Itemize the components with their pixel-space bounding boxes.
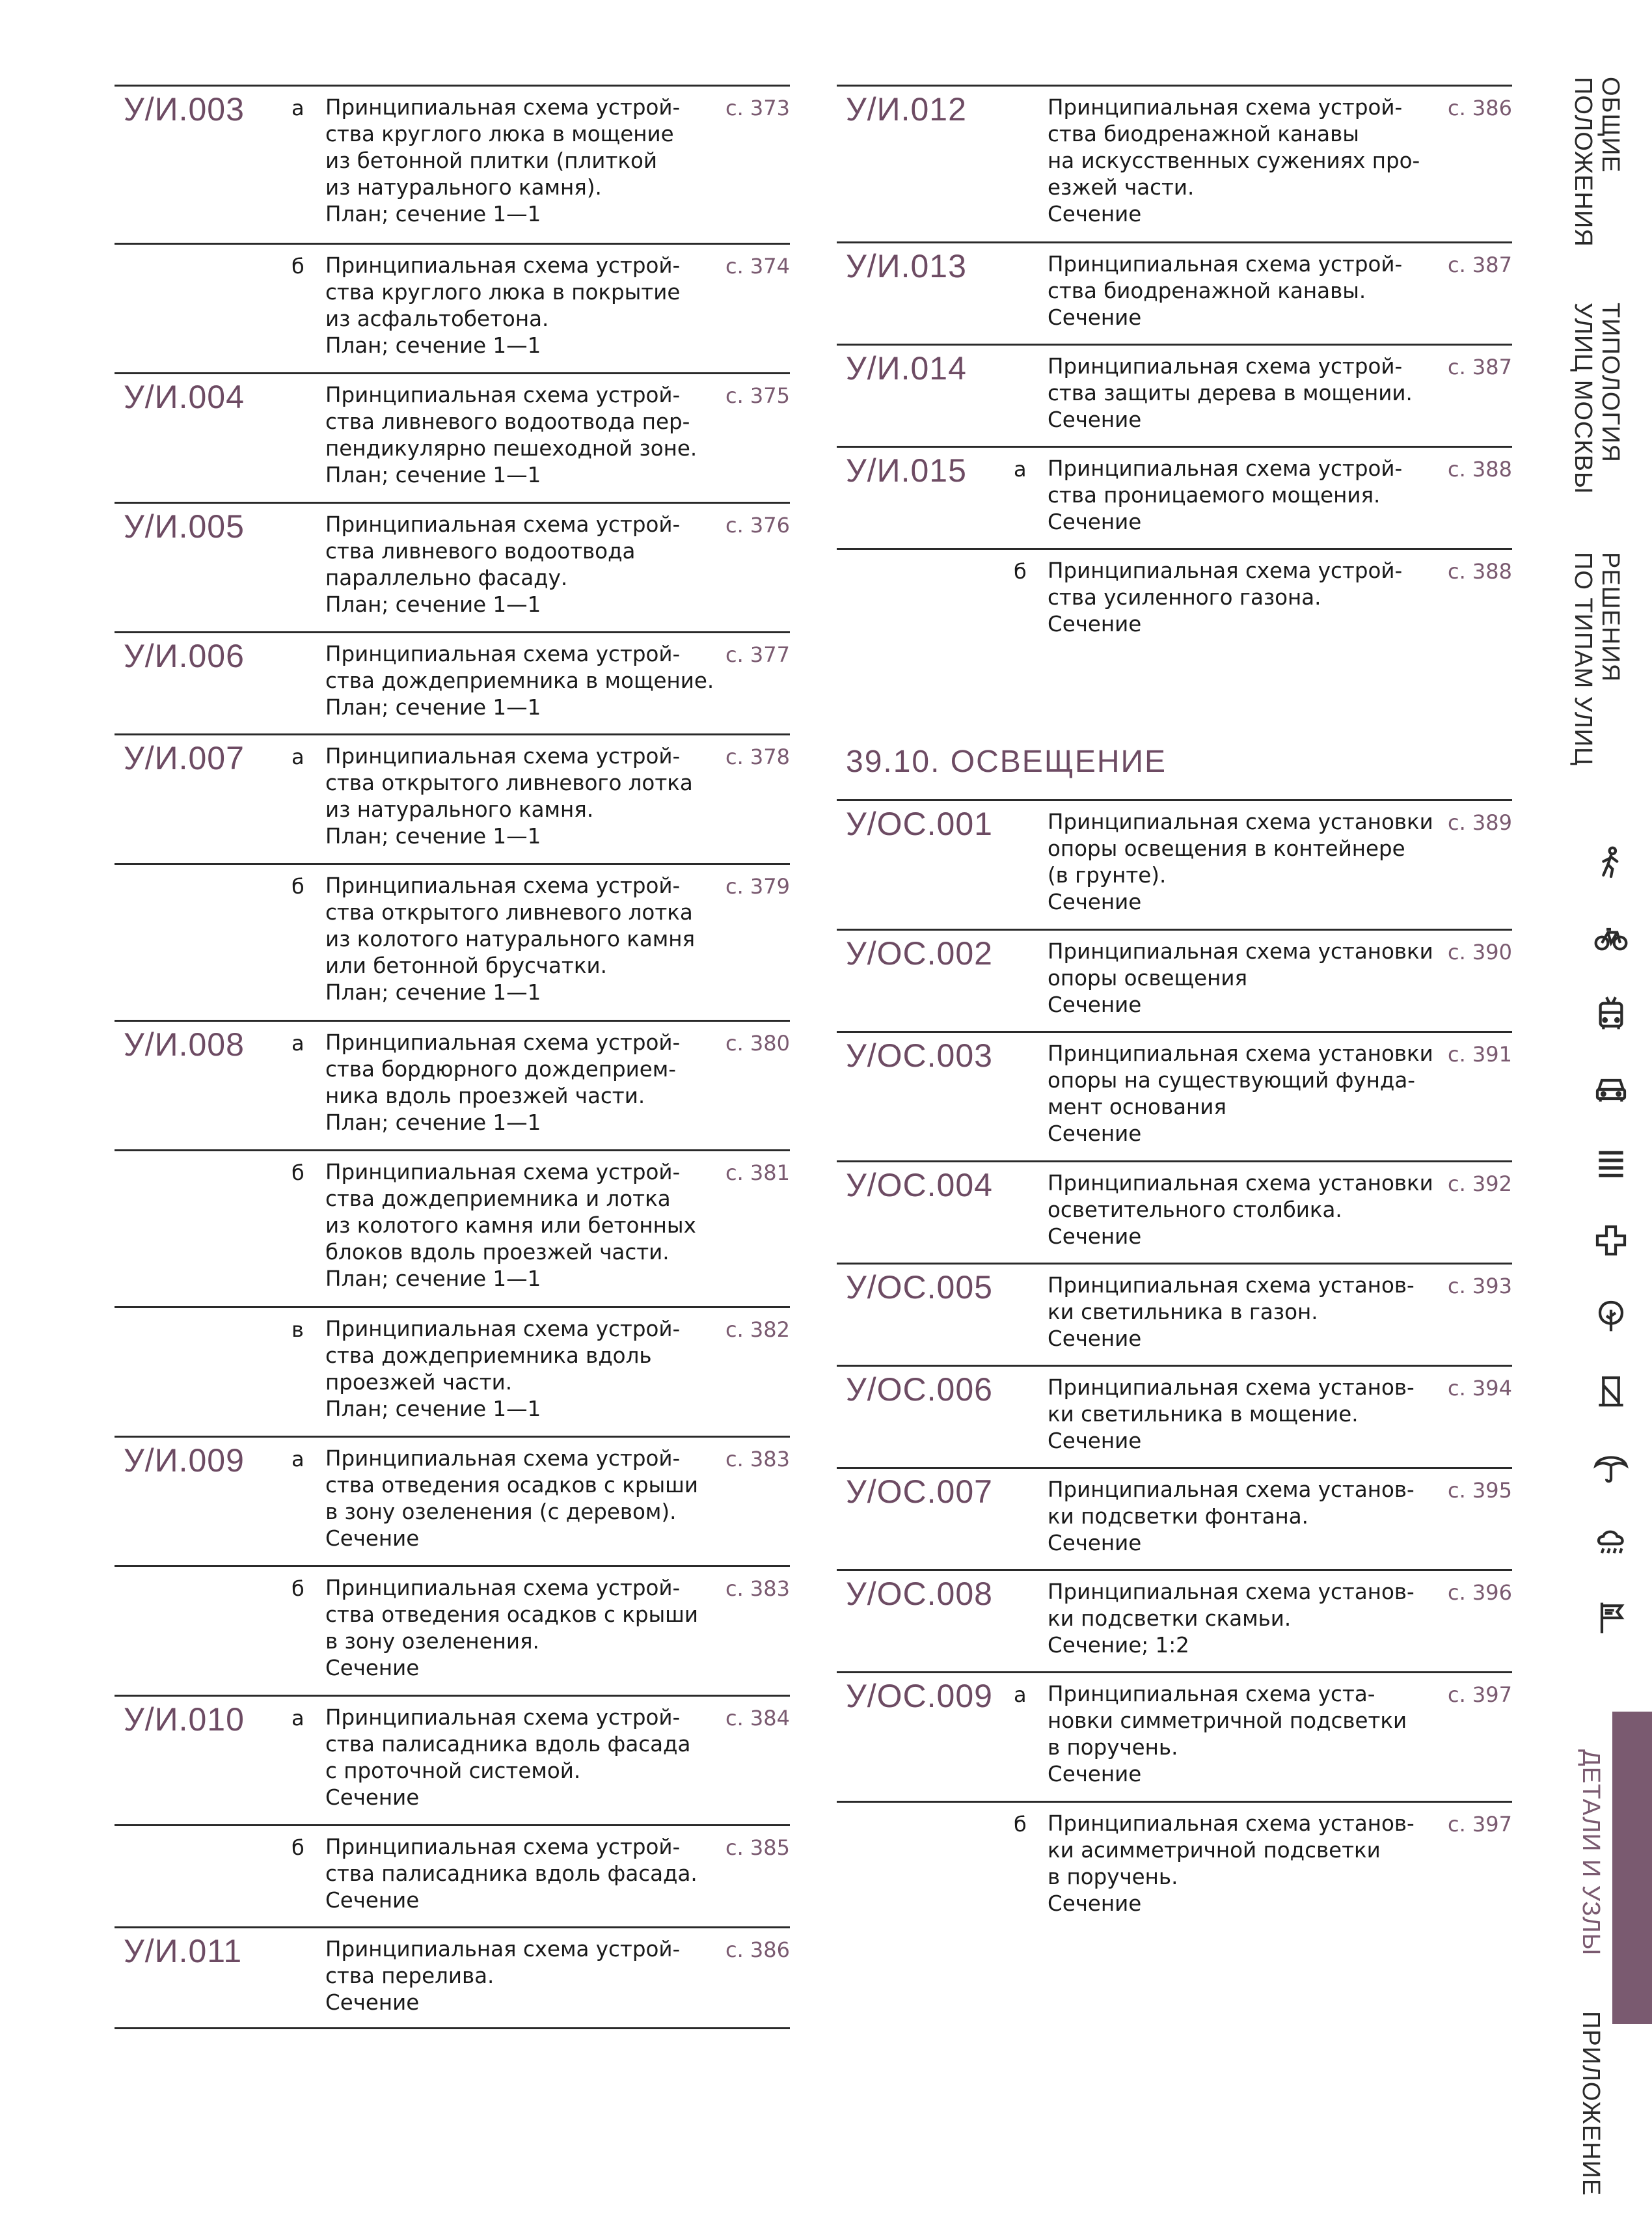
toc-entry-code: У/И.003	[124, 91, 245, 128]
toc-entry-page[interactable]: с. 376	[725, 513, 790, 538]
toc-entry-page[interactable]: с. 380	[725, 1031, 790, 1056]
toc-entry-page[interactable]: с. 397	[1447, 1682, 1512, 1707]
toc-entry-letter: а	[291, 1706, 305, 1730]
toc-entry[interactable]	[837, 799, 1512, 929]
sidebar-active-marker	[1612, 1712, 1652, 2024]
toc-entry-description: Принципиальная схема устрой- ства отведения осадков с крыши в зону озеленения (с деревом). Сечение	[325, 1446, 699, 1551]
toc-entry-code: У/И.012	[846, 91, 967, 128]
toc-entry-page[interactable]: с. 394	[1447, 1376, 1512, 1401]
toc-entry-page[interactable]: с. 383	[725, 1576, 790, 1601]
toc-entry-code: У/ОС.001	[846, 806, 993, 842]
toc-entry[interactable]	[115, 1149, 790, 1306]
sidebar-tab-solutions[interactable]: РЕШЕНИЯ ПО ТИПАМ УЛИЦ	[1569, 552, 1624, 767]
toc-entry-page[interactable]: с. 397	[1447, 1812, 1512, 1837]
toc-entry-page[interactable]: с. 388	[1447, 559, 1512, 584]
toc-entry-letter: а	[291, 96, 305, 120]
toc-entry-page[interactable]: с. 386	[725, 1937, 790, 1962]
toc-entry-page[interactable]: с. 395	[1447, 1478, 1512, 1503]
toc-entry-code: У/И.009	[124, 1442, 245, 1479]
toc-entry-code: У/ОС.006	[846, 1371, 993, 1408]
toc-entry-page[interactable]: с. 390	[1447, 940, 1512, 964]
toc-entry-code: У/ОС.009	[846, 1678, 993, 1714]
toc-entry-page[interactable]: с. 387	[1447, 253, 1512, 277]
toc-entry-description: Принципиальная схема устрой- ства палисадника вдоль фасада. Сечение	[325, 1835, 697, 1913]
toc-entry-description: Принципиальная схема устрой- ства открытого ливневого лотка из колотого натурального камня или бетонной брусчатки. План; сечение 1—1	[325, 873, 696, 1005]
toc-entry[interactable]	[115, 1695, 790, 1824]
toc-entry-description: Принципиальная схема установки осветительного столбика. Сечение	[1048, 1171, 1433, 1249]
toc-entry[interactable]	[115, 85, 790, 243]
toc-entry-letter: б	[291, 254, 305, 279]
toc-entry-code: У/И.010	[124, 1701, 245, 1738]
toc-entry-page[interactable]: с. 385	[725, 1835, 790, 1860]
toc-entry-letter: б	[291, 1160, 305, 1185]
toc-entry-page[interactable]: с. 374	[725, 254, 790, 279]
toc-entry-letter: б	[1014, 1812, 1027, 1837]
toc-entry-description: Принципиальная схема установ- ки светильника в мощение. Сечение	[1048, 1375, 1415, 1453]
rain-icon[interactable]	[1593, 1524, 1629, 1561]
toc-entry-letter: в	[291, 1317, 304, 1342]
toc-entry[interactable]	[837, 1263, 1512, 1365]
toc-entry-page[interactable]: с. 387	[1447, 355, 1512, 379]
toc-entry[interactable]	[115, 863, 790, 1020]
toc-entry-code: У/И.011	[124, 1933, 243, 1969]
toc-entry-letter: б	[291, 1835, 305, 1860]
car-icon[interactable]	[1593, 1071, 1629, 1108]
toc-entry-code: У/ОС.003	[846, 1037, 993, 1074]
toc-entry-code: У/И.004	[124, 379, 245, 415]
toc-entry[interactable]	[115, 502, 790, 631]
toc-entry-page[interactable]: с. 388	[1447, 457, 1512, 482]
trolleybus-icon[interactable]	[1593, 996, 1629, 1032]
toc-entry-description: Принципиальная схема устрой- ства биодренажной канавы на искусственных сужениях про- езжей части. Сечение	[1048, 95, 1420, 226]
toc-entry-letter: а	[291, 745, 305, 769]
toc-entry-code: У/И.007	[124, 740, 245, 776]
bicycle-icon[interactable]	[1593, 920, 1629, 957]
toc-entry[interactable]	[115, 1306, 790, 1436]
toc-entry-code: У/И.014	[846, 350, 967, 387]
toc-entry-description: Принципиальная схема устрой- ства дождеприемника вдоль проезжей части. План; сечение 1—1	[325, 1317, 681, 1421]
toc-entry-code: У/ОС.002	[846, 935, 993, 972]
toc-entry[interactable]	[115, 1565, 790, 1695]
sidebar-tab-general[interactable]: ОБЩИЕ ПОЛОЖЕНИЯ	[1569, 77, 1624, 247]
toc-entry-description: Принципиальная схема устрой- ства бордюрного дождеприем- ника вдоль проезжей части. План; сечение 1—1	[325, 1030, 681, 1135]
toc-entry-description: Принципиальная схема устрой- ства ливневого водоотвода параллельно фасаду. План; сечение 1—1	[325, 512, 681, 617]
toc-entry-description: Принципиальная схема устрой- ства палисадника вдоль фасада с проточной системой. Сечение	[325, 1705, 691, 1810]
toc-entry-description: Принципиальная схема установ- ки подсветки скамьи. Сечение; 1:2	[1048, 1579, 1415, 1658]
sidebar-tab-appendix[interactable]: ПРИЛОЖЕНИЕ	[1577, 2011, 1605, 2196]
toc-entry-letter: а	[1014, 457, 1027, 482]
toc-entry[interactable]	[837, 1671, 1512, 1801]
right-toc-column	[837, 85, 1512, 677]
toc-entry-code: У/ОС.004	[846, 1167, 993, 1203]
toc-entry-page[interactable]: с. 389	[1447, 810, 1512, 835]
toc-entry[interactable]	[837, 1031, 1512, 1160]
toc-entry-description: Принципиальная схема устрой- ства усиленного газона. Сечение	[1048, 558, 1403, 636]
toc-entry-page[interactable]: с. 393	[1447, 1274, 1512, 1298]
toc-entry-page[interactable]: с. 378	[725, 745, 790, 769]
toc-entry-letter: а	[1014, 1682, 1027, 1707]
stripes-icon[interactable]	[1593, 1147, 1629, 1183]
toc-entry-page[interactable]: с. 383	[725, 1447, 790, 1471]
toc-entry-description: Принципиальная схема уста- новки симметричной подсветки в поручень. Сечение	[1048, 1682, 1407, 1786]
toc-entry[interactable]	[115, 1926, 790, 2029]
toc-entry-description: Принципиальная схема установки опоры освещения Сечение	[1048, 939, 1433, 1017]
toc-entry-description: Принципиальная схема устрой- ства биодренажной канавы. Сечение	[1048, 252, 1403, 330]
toc-entry-code: У/И.013	[846, 248, 967, 284]
toc-entry-description: Принципиальная схема установ- ки асимметричной подсветки в поручень. Сечение	[1048, 1811, 1415, 1916]
toc-entry[interactable]	[115, 1436, 790, 1565]
toc-entry-code: У/ОС.008	[846, 1576, 993, 1612]
toc-entry[interactable]	[837, 929, 1512, 1031]
monument-icon[interactable]	[1593, 1373, 1629, 1410]
left-toc-column	[115, 85, 790, 2029]
toc-entry-page[interactable]: с. 373	[725, 96, 790, 120]
toc-entry-letter: а	[291, 1031, 305, 1056]
toc-entry[interactable]	[837, 1467, 1512, 1569]
toc-entry-page[interactable]: с. 384	[725, 1706, 790, 1730]
toc-entry-description: Принципиальная схема устрой- ства круглого люка в мощение из бетонной плитки (плиткой из натурального камня). План; сечение 1—1	[325, 95, 681, 226]
sidebar-tab-typology[interactable]: ТИПОЛОГИЯ УЛИЦ МОСКВЫ	[1569, 303, 1624, 495]
toc-entry-page[interactable]: с. 391	[1447, 1042, 1512, 1067]
toc-entry[interactable]	[837, 1801, 1512, 1930]
toc-entry-description: Принципиальная схема установ- ки светильника в газон. Сечение	[1048, 1273, 1415, 1351]
toc-entry[interactable]	[115, 1020, 790, 1149]
cross-icon[interactable]	[1593, 1222, 1629, 1259]
toc-entry[interactable]	[837, 1365, 1512, 1467]
toc-entry[interactable]	[115, 372, 790, 502]
toc-entry[interactable]	[115, 1824, 790, 1926]
toc-entry-description: Принципиальная схема устрой- ства круглого люка в покрытие из асфальтобетона. План; сечение 1—1	[325, 253, 681, 358]
toc-entry-page[interactable]: с. 379	[725, 874, 790, 899]
toc-entry-description: Принципиальная схема устрой- ства перелива. Сечение	[325, 1937, 681, 2015]
toc-entry-page[interactable]: с. 377	[725, 642, 790, 667]
toc-entry-description: Принципиальная схема устрой- ства защиты дерева в мощении. Сечение	[1048, 354, 1413, 432]
pedestrian-icon[interactable]	[1593, 845, 1629, 881]
toc-entry[interactable]	[115, 631, 790, 733]
toc-entry-code: У/ОС.005	[846, 1269, 993, 1306]
toc-entry[interactable]	[837, 1160, 1512, 1263]
toc-entry-description: Принципиальная схема установки опоры на существующий фунда- мент основания Сечение	[1048, 1041, 1433, 1146]
toc-entry-code: У/И.005	[124, 508, 245, 545]
toc-entry[interactable]	[837, 85, 1512, 241]
toc-entry-letter: а	[291, 1447, 305, 1471]
toc-entry-page[interactable]: с. 381	[725, 1160, 790, 1185]
toc-entry[interactable]	[837, 241, 1512, 344]
toc-entry-letter: б	[291, 874, 305, 899]
toc-entry-letter: б	[291, 1576, 305, 1601]
toc-entry-code: У/И.008	[124, 1026, 245, 1063]
toc-entry-description: Принципиальная схема устрой- ства проницаемого мощения. Сечение	[1048, 456, 1403, 534]
flag-icon[interactable]	[1593, 1600, 1629, 1636]
toc-entry-letter: б	[1014, 559, 1027, 584]
toc-entry-page[interactable]: с. 375	[725, 383, 790, 408]
toc-entry-code: У/ОС.007	[846, 1473, 993, 1510]
toc-entry-description: Принципиальная схема устрой- ства отведения осадков с крыши в зону озеленения. Сечение	[325, 1576, 699, 1680]
toc-entry[interactable]	[115, 243, 790, 372]
section-title: 39.10. ОСВЕЩЕНИЕ	[846, 745, 1167, 779]
toc-entry-page[interactable]: с. 382	[725, 1317, 790, 1342]
toc-entry[interactable]	[115, 733, 790, 863]
toc-entry[interactable]	[837, 344, 1512, 446]
toc-entry-description: Принципиальная схема установки опоры освещения в контейнере (в грунте). Сечение	[1048, 810, 1433, 914]
toc-entry-description: Принципиальная схема устрой- ства дождеприемника в мощение. План; сечение 1—1	[325, 642, 714, 720]
toc-entry-page[interactable]: с. 386	[1447, 96, 1512, 120]
toc-entry-page[interactable]: с. 396	[1447, 1580, 1512, 1605]
toc-entry-code: У/И.015	[846, 452, 967, 489]
toc-entry-description: Принципиальная схема устрой- ства ливневого водоотвода пер- пендикулярно пешеходной зоне. План; сечение 1—1	[325, 383, 697, 487]
toc-entry[interactable]	[837, 446, 1512, 548]
toc-entry-page[interactable]: с. 392	[1447, 1171, 1512, 1196]
sidebar-tab-details[interactable]: ДЕТАЛИ И УЗЛЫ	[1577, 1749, 1605, 1956]
toc-entry[interactable]	[837, 1569, 1512, 1671]
umbrella-icon[interactable]	[1593, 1449, 1629, 1485]
toc-entry-code: У/И.006	[124, 638, 245, 674]
toc-entry-description: Принципиальная схема устрой- ства открытого ливневого лотка из натурального камня. План; сечение 1—1	[325, 744, 693, 849]
toc-entry[interactable]	[837, 548, 1512, 677]
tree-icon[interactable]	[1593, 1298, 1629, 1334]
toc-entry-description: Принципиальная схема установ- ки подсветки фонтана. Сечение	[1048, 1477, 1415, 1555]
toc-entry-description: Принципиальная схема устрой- ства дождеприемника и лотка из колотого камня или бетонных блоков вдоль проезжей части. План; сечение 1—1	[325, 1160, 696, 1291]
lighting-toc-column	[837, 799, 1512, 1930]
